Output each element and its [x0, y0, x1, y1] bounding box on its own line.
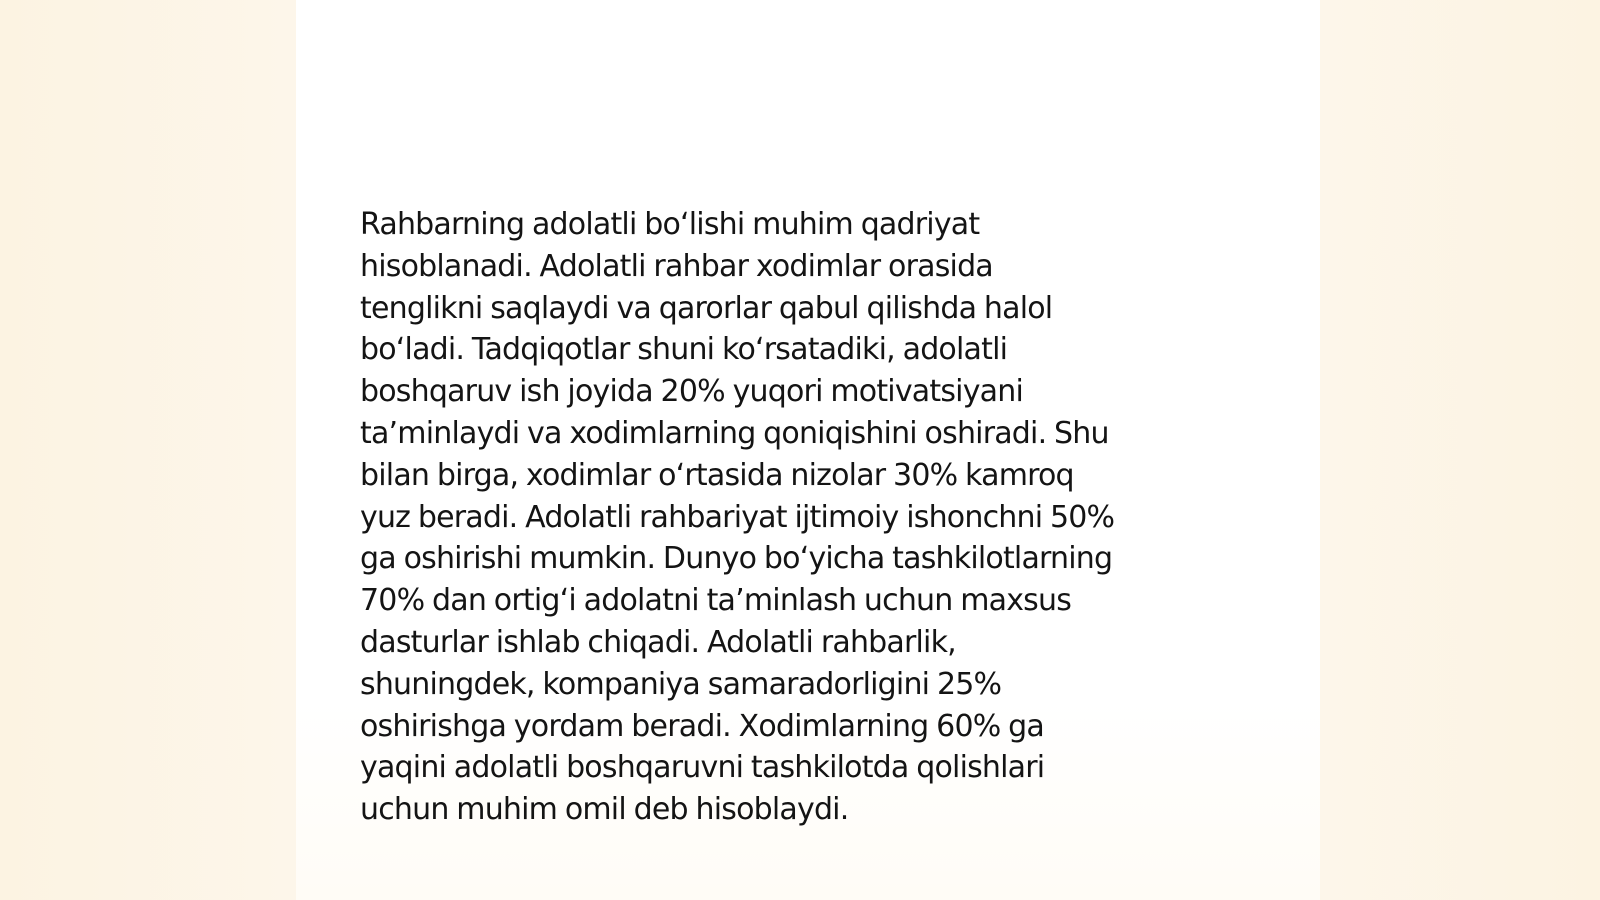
- left-margin-panel: [0, 0, 296, 900]
- slide-page: [296, 0, 1320, 900]
- right-margin-panel: [1320, 0, 1600, 900]
- slide-body-text: Rahbarning adolatli bo‘lishi muhim qadriyat hisoblanadi. Adolatli rahbar xodimlar orasida tenglikni saqlaydi va qarorlar qabul qilishda halol bo‘ladi. Tadqiqotlar shuni ko‘rsatadiki, adolatli boshqaruv ish joyida 20% yuqori motivatsiyani ta’minlaydi va xodimlarning qoniqishini oshiradi. Shu bilan birga, xodimlar o‘rtasida nizolar 30% kamroq yuz beradi. Adolatli rahbariyat ijtimoiy ishonchni 50% ga oshirishi mumkin. Dunyo bo‘yicha tashkilotlarning 70% dan ortig‘i adolatni ta’minlash uchun maxsus dasturlar ishlab chiqadi. Adolatli rahbarlik, shuningdek, kompaniya samaradorligini 25% oshirishga yordam beradi. Xodimlarning 60% ga yaqini adolatli boshqaruvni tashkilotda qolishlari uchun muhim omil deb hisoblaydi.: [360, 207, 1115, 828]
